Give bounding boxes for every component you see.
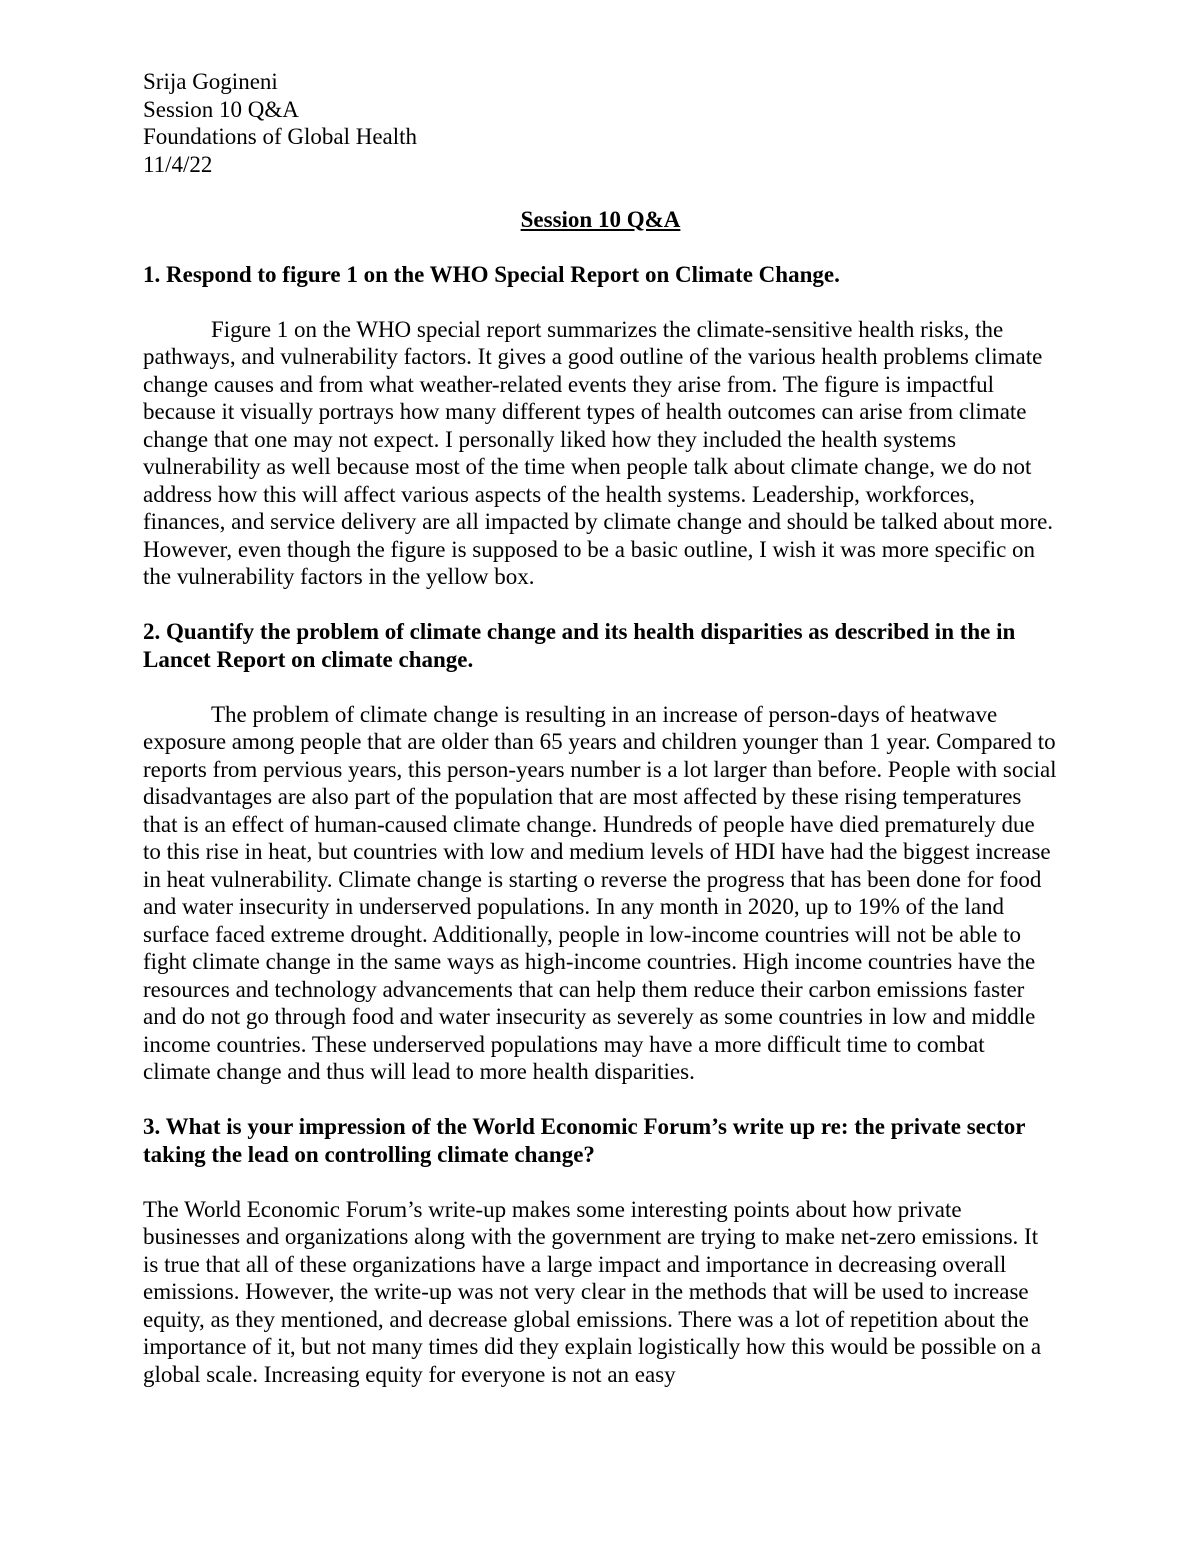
course-name: Foundations of Global Health	[143, 124, 418, 149]
document-content	[143, 68, 1058, 1388]
author-name: Srija Gogineni	[143, 69, 278, 94]
session-line: Session 10 Q&A	[143, 96, 299, 122]
header-block	[143, 68, 1058, 178]
question-2-heading: 2. Quantify the problem of climate change and its health disparities as described in the in Lancet Report on climate change.	[143, 619, 1016, 672]
document-title: Session 10 Q&A	[520, 206, 681, 232]
answer-2-paragraph: The problem of climate change is resulting in an increase of person-days of heatwave exposure among people that are older than 65 years and children younger than 1 year. Compared to reports from pervious years, this person-years number is a lot larger than before. People with social disadvantages are also part of the population that are most affected by these rising temperatures that is an effect of human-caused climate change. Hundreds of people have died prematurely due to this rise in heat, but countries with low and medium levels of HDI have had the biggest increase in heat vulnerability. Climate change is starting o reverse the progress that has been done for food and water insecurity in underserved populations. In any month in 2020, up to 19% of the land surface faced extreme drought. Additionally, people in low-income countries will not be able to fight climate change in the same ways as high-income countries. High income countries have the resources and technology advancements that can help them reduce their carbon emissions faster and do not go through food and water insecurity as severely as some countries in low and middle income countries. These underserved populations may have a more difficult time to combat climate change and thus will lead to more health disparities.	[143, 701, 1057, 1084]
answer-3-paragraph: The World Economic Forum’s write-up makes some interesting points about how private businesses and organizations along with the government are trying to make net-zero emissions. It is true that all of these organizations have a large impact and importance in decreasing overall emissions. However, the write-up was not very clear in the methods that will be used to increase equity, as they mentioned, and decrease global emissions. There was a lot of repetition about the importance of it, but not many times did they explain logistically how this would be possible on a global scale. Increasing equity for everyone is not an easy	[143, 1196, 1042, 1387]
question-3-heading: 3. What is your impression of the World Economic Forum’s write up re: the private sector taking the lead on controlling climate change?	[143, 1114, 1026, 1167]
question-1-heading: 1. Respond to figure 1 on the WHO Special Report on Climate Change.	[143, 261, 840, 287]
answer-1-paragraph: Figure 1 on the WHO special report summarizes the climate-sensitive health risks, the pathways, and vulnerability factors. It gives a good outline of the various health problems climate change causes and from what weather-related events they arise from. The figure is impactful because it visually portrays how many different types of health outcomes can arise from climate change that one may not expect. I personally liked how they included the health systems vulnerability as well because most of the time when people talk about climate change, we do not address how this will affect various aspects of the health systems. Leadership, workforces, finances, and service delivery are all impacted by climate change and should be talked about more. However, even though the figure is supposed to be a basic outline, I wish it was more specific on the vulnerability factors in the yellow box.	[143, 316, 1054, 589]
date-line: 11/4/22	[143, 151, 213, 177]
